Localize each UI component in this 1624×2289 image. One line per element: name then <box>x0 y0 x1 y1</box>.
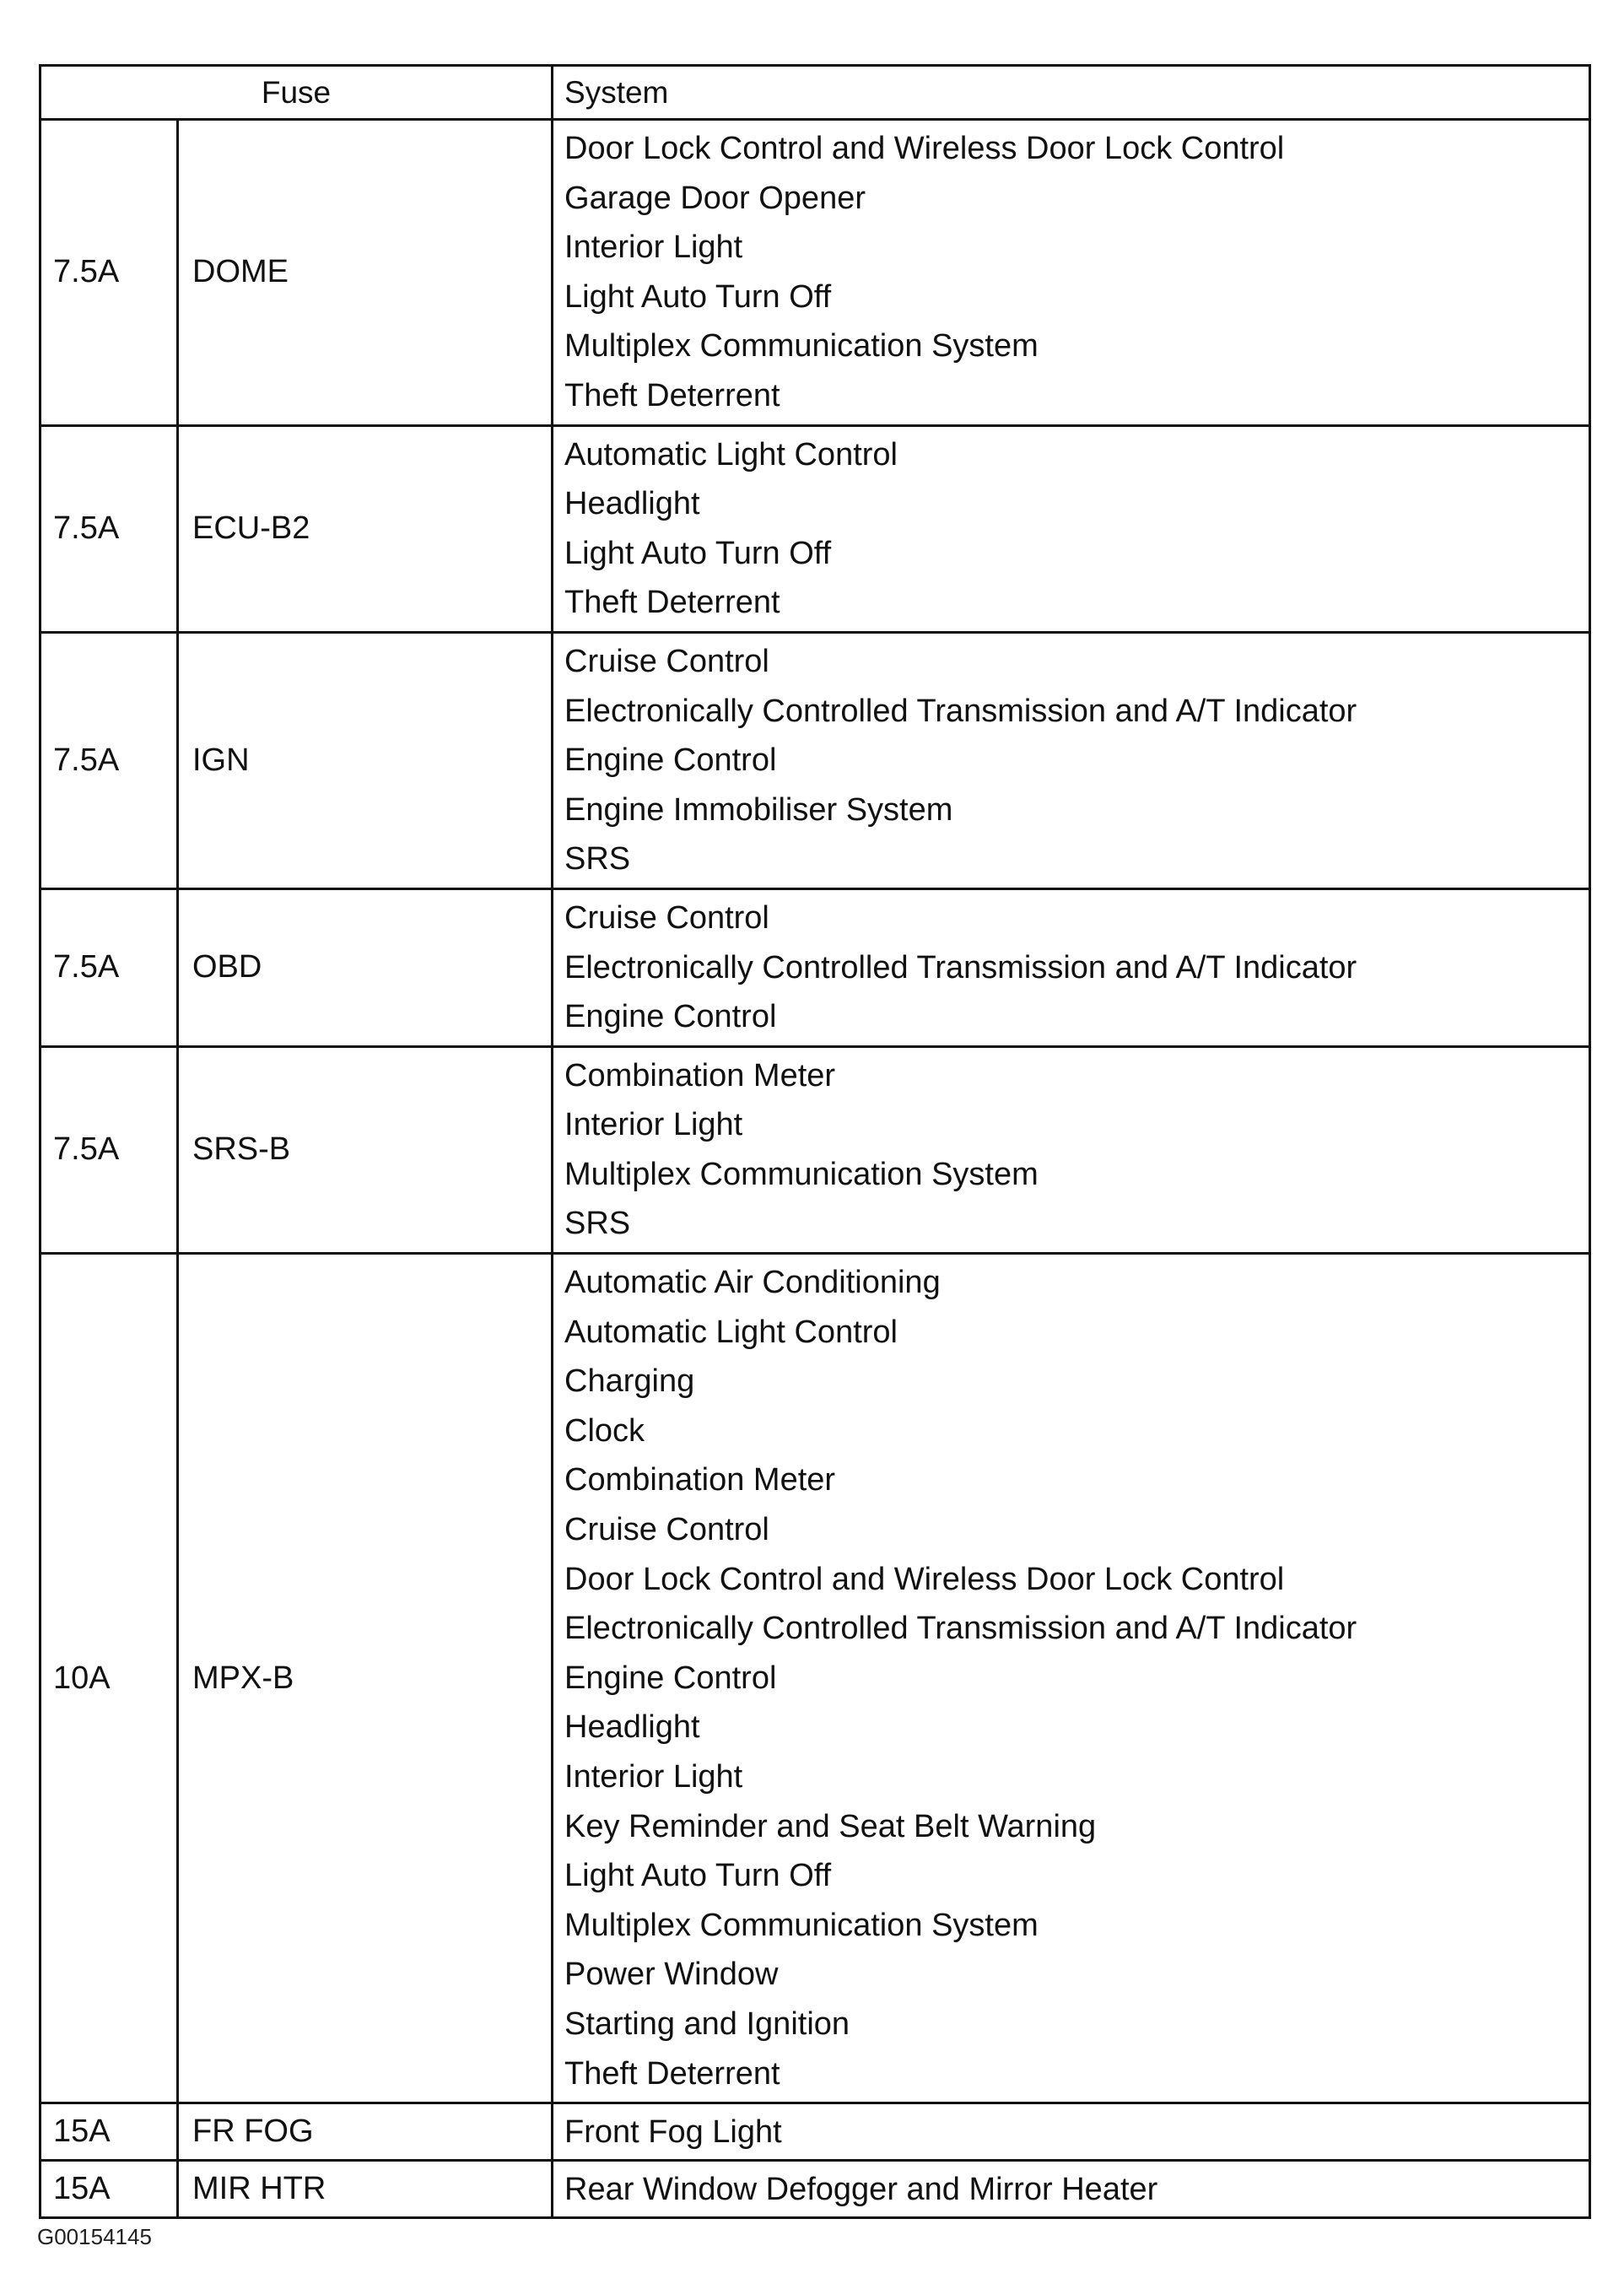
system-item: Clock <box>564 1412 645 1449</box>
fuse-amperage: 7.5A <box>40 1046 178 1253</box>
system-item: Theft Deterrent <box>564 585 780 621</box>
fuse-name: FR FOG <box>178 2103 553 2161</box>
fuse-systems <box>553 2161 1590 2218</box>
fuse-row <box>40 2103 1590 2161</box>
system-item: Headlight <box>564 486 700 522</box>
system-item: SRS <box>564 1206 631 1242</box>
system-item: Cruise Control <box>564 1512 769 1548</box>
system-item: Automatic Light Control <box>564 436 898 472</box>
fuse-amperage: 7.5A <box>40 888 178 1046</box>
system-item: SRS <box>564 841 631 877</box>
system-item: Light Auto Turn Off <box>564 1858 832 1894</box>
system-item: Light Auto Turn Off <box>564 278 832 315</box>
fuse-amperage: 10A <box>40 1254 178 2103</box>
fuse-name: MIR HTR <box>178 2161 553 2218</box>
fuse-amperage: 7.5A <box>40 632 178 888</box>
fuse-amperage: 7.5A <box>40 425 178 632</box>
fuse-systems <box>553 425 1590 632</box>
fuse-systems <box>553 888 1590 1046</box>
header-system: System <box>553 66 1590 120</box>
figure-id: G00154145 <box>37 2224 152 2249</box>
system-item: Door Lock Control and Wireless Door Lock Control <box>564 1561 1285 1597</box>
fuse-name: ECU-B2 <box>178 425 553 632</box>
fuse-systems <box>553 120 1590 426</box>
fuse-row <box>40 1254 1590 2103</box>
fuse-systems <box>553 632 1590 888</box>
system-item: Automatic Air Conditioning <box>564 1265 941 1301</box>
system-item: Interior Light <box>564 1107 743 1143</box>
system-item: Starting and Ignition <box>564 2006 850 2042</box>
system-item: Power Window <box>564 1957 779 1993</box>
fuse-amperage: 7.5A <box>40 120 178 426</box>
system-item: Charging <box>564 1363 695 1400</box>
fuse-row <box>40 120 1590 426</box>
header-row <box>40 66 1590 120</box>
system-item: Engine Immobiliser System <box>564 791 953 828</box>
system-item: Theft Deterrent <box>564 377 780 413</box>
fuse-systems <box>553 2103 1590 2161</box>
fuse-name: MPX-B <box>178 1254 553 2103</box>
fuse-amperage: 15A <box>40 2103 178 2161</box>
system-item: Electronically Controlled Transmission and A/T Indicator <box>564 693 1357 729</box>
fuse-row <box>40 425 1590 632</box>
system-item: Key Reminder and Seat Belt Warning <box>564 1808 1097 1844</box>
system-item: Engine Control <box>564 999 777 1035</box>
fuse-row <box>40 888 1590 1046</box>
system-item: Automatic Light Control <box>564 1314 898 1350</box>
system-item: Garage Door Opener <box>564 180 866 216</box>
fuse-name: SRS-B <box>178 1046 553 1253</box>
system-item: Multiplex Communication System <box>564 328 1039 364</box>
system-item: Rear Window Defogger and Mirror Heater <box>564 2171 1158 2207</box>
system-item: Interior Light <box>564 1759 743 1795</box>
fuse-row <box>40 632 1590 888</box>
system-item: Combination Meter <box>564 1057 836 1093</box>
system-item: Theft Deterrent <box>564 2055 780 2092</box>
system-item: Engine Control <box>564 742 777 779</box>
fuse-name: OBD <box>178 888 553 1046</box>
system-item: Multiplex Communication System <box>564 1907 1039 1943</box>
fuse-amperage: 15A <box>40 2161 178 2218</box>
header-fuse: Fuse <box>40 66 553 120</box>
system-item: Engine Control <box>564 1660 777 1696</box>
system-item: Front Fog Light <box>564 2114 782 2150</box>
fuse-systems <box>553 1046 1590 1253</box>
system-item: Cruise Control <box>564 643 769 679</box>
system-item: Headlight <box>564 1709 700 1746</box>
system-item: Combination Meter <box>564 1462 836 1498</box>
fuse-name: IGN <box>178 632 553 888</box>
fuse-row <box>40 2161 1590 2218</box>
system-item: Multiplex Communication System <box>564 1156 1039 1192</box>
fuse-name: DOME <box>178 120 553 426</box>
system-item: Electronically Controlled Transmission and A/T Indicator <box>564 949 1357 985</box>
system-item: Cruise Control <box>564 899 769 936</box>
system-item: Interior Light <box>564 229 743 266</box>
fuse-row <box>40 1046 1590 1253</box>
system-item: Light Auto Turn Off <box>564 535 832 571</box>
system-item: Door Lock Control and Wireless Door Lock Control <box>564 131 1285 166</box>
fuse-table <box>39 64 1591 2219</box>
system-item: Electronically Controlled Transmission and A/T Indicator <box>564 1611 1357 1647</box>
fuse-table-body <box>40 66 1590 2218</box>
fuse-systems <box>553 1254 1590 2103</box>
